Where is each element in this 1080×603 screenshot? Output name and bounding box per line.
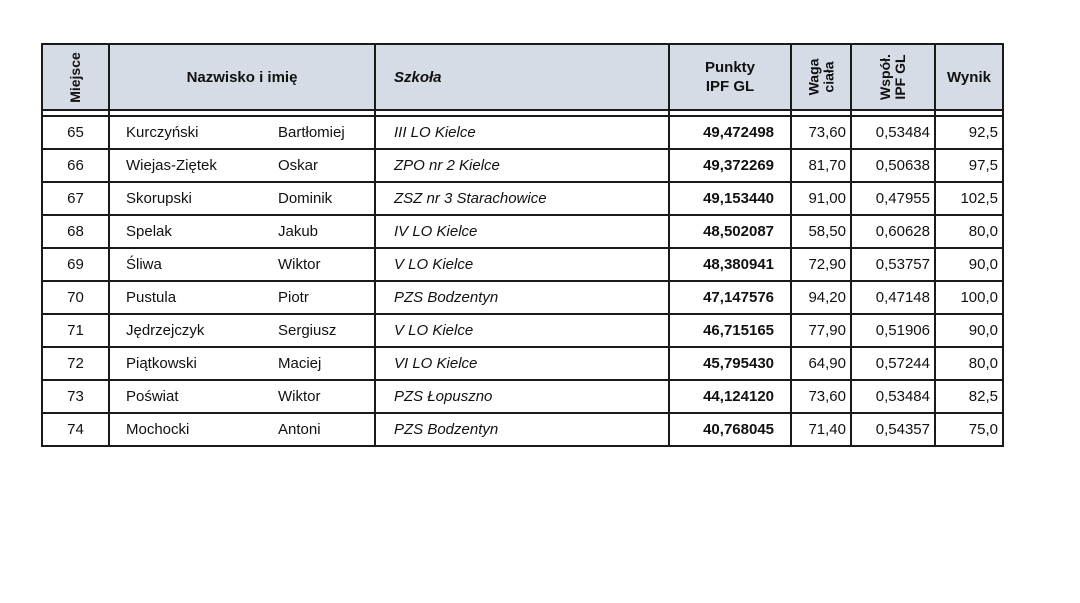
result-cell: 80,0 — [935, 215, 1003, 248]
coef-cell: 0,53484 — [851, 116, 935, 149]
header-weight-line1: Waga — [804, 58, 821, 95]
school-cell: V LO Kielce — [375, 314, 669, 347]
name-cell — [109, 380, 375, 413]
surname: Pustula — [126, 289, 177, 306]
weight-cell: 77,90 — [791, 314, 851, 347]
result-cell: 80,0 — [935, 347, 1003, 380]
table-row — [42, 182, 1003, 215]
weight-cell: 64,90 — [791, 347, 851, 380]
table-row — [42, 314, 1003, 347]
school-cell: III LO Kielce — [375, 116, 669, 149]
name-cell — [109, 347, 375, 380]
school-cell: PZS Łopuszno — [375, 380, 669, 413]
points-cell: 49,153440 — [669, 182, 791, 215]
rank-cell: 72 — [42, 347, 109, 380]
firstname: Oskar — [278, 157, 319, 174]
surname: Spelak — [126, 223, 172, 240]
rank-cell: 71 — [42, 314, 109, 347]
table-row — [42, 248, 1003, 281]
header-school: Szkoła — [375, 44, 669, 110]
coef-cell: 0,50638 — [851, 149, 935, 182]
name-cell — [109, 413, 375, 446]
firstname: Antoni — [278, 421, 321, 438]
header-points-line1: Punkty — [704, 59, 755, 76]
table-body — [42, 116, 1003, 446]
header-result: Wynik — [935, 44, 1003, 110]
header-rank — [42, 44, 109, 110]
school-cell: V LO Kielce — [375, 248, 669, 281]
school-cell: ZSZ nr 3 Starachowice — [375, 182, 669, 215]
result-cell: 90,0 — [935, 248, 1003, 281]
coef-cell: 0,53484 — [851, 380, 935, 413]
points-cell: 40,768045 — [669, 413, 791, 446]
rank-cell: 67 — [42, 182, 109, 215]
rank-cell: 74 — [42, 413, 109, 446]
surname: Śliwa — [126, 256, 162, 273]
points-cell: 49,372269 — [669, 149, 791, 182]
rank-cell: 65 — [42, 116, 109, 149]
rank-cell: 68 — [42, 215, 109, 248]
firstname: Maciej — [278, 355, 322, 372]
weight-cell: 94,20 — [791, 281, 851, 314]
result-cell: 100,0 — [935, 281, 1003, 314]
header-weight-label — [806, 58, 836, 95]
header-name: Nazwisko i imię — [109, 44, 375, 110]
rank-cell: 66 — [42, 149, 109, 182]
firstname: Bartłomiej — [278, 124, 345, 141]
header-weight-line2: ciała — [819, 60, 836, 93]
results-table — [41, 43, 1004, 447]
header-coef-line1: Współ. — [876, 53, 893, 100]
coef-cell: 0,47148 — [851, 281, 935, 314]
weight-cell: 72,90 — [791, 248, 851, 281]
result-cell: 90,0 — [935, 314, 1003, 347]
header-coef-line2: IPF GL — [891, 53, 908, 100]
surname: Poświat — [126, 388, 179, 405]
result-cell: 82,5 — [935, 380, 1003, 413]
name-cell — [109, 248, 375, 281]
surname: Kurczyński — [126, 124, 199, 141]
header-points-line2: IPF GL — [705, 78, 755, 95]
coef-cell: 0,51906 — [851, 314, 935, 347]
header-coef-label — [878, 54, 908, 100]
firstname: Piotr — [278, 289, 309, 306]
weight-cell: 73,60 — [791, 116, 851, 149]
weight-cell: 73,60 — [791, 380, 851, 413]
school-cell: ZPO nr 2 Kielce — [375, 149, 669, 182]
name-cell — [109, 281, 375, 314]
points-cell: 48,502087 — [669, 215, 791, 248]
surname: Skorupski — [126, 190, 192, 207]
coef-cell: 0,54357 — [851, 413, 935, 446]
points-cell: 45,795430 — [669, 347, 791, 380]
name-cell — [109, 182, 375, 215]
firstname: Dominik — [278, 190, 333, 207]
weight-cell: 71,40 — [791, 413, 851, 446]
result-cell: 102,5 — [935, 182, 1003, 215]
points-cell: 49,472498 — [669, 116, 791, 149]
coef-cell: 0,60628 — [851, 215, 935, 248]
table-row — [42, 347, 1003, 380]
weight-cell: 81,70 — [791, 149, 851, 182]
surname: Mochocki — [126, 421, 190, 438]
table-row — [42, 281, 1003, 314]
coef-cell: 0,53757 — [851, 248, 935, 281]
points-cell: 46,715165 — [669, 314, 791, 347]
rank-cell: 73 — [42, 380, 109, 413]
result-cell: 92,5 — [935, 116, 1003, 149]
table-row — [42, 116, 1003, 149]
surname: Wiejas-Ziętek — [126, 157, 217, 174]
header-coef — [851, 44, 935, 110]
points-cell: 44,124120 — [669, 380, 791, 413]
school-cell: VI LO Kielce — [375, 347, 669, 380]
result-cell: 97,5 — [935, 149, 1003, 182]
surname: Jędrzejczyk — [126, 322, 205, 339]
name-cell — [109, 116, 375, 149]
name-cell — [109, 149, 375, 182]
name-cell — [109, 314, 375, 347]
school-cell: PZS Bodzentyn — [375, 281, 669, 314]
header-weight — [791, 44, 851, 110]
weight-cell: 91,00 — [791, 182, 851, 215]
firstname: Wiktor — [278, 256, 321, 273]
firstname: Sergiusz — [278, 322, 337, 339]
points-cell: 48,380941 — [669, 248, 791, 281]
name-cell — [109, 215, 375, 248]
firstname: Jakub — [278, 223, 319, 240]
school-cell: PZS Bodzentyn — [375, 413, 669, 446]
header-rank-label: Miejsce — [67, 51, 83, 103]
table-header — [42, 44, 1003, 110]
school-cell: IV LO Kielce — [375, 215, 669, 248]
coef-cell: 0,57244 — [851, 347, 935, 380]
weight-cell: 58,50 — [791, 215, 851, 248]
surname: Piątkowski — [126, 355, 197, 372]
table-row — [42, 215, 1003, 248]
table-row — [42, 149, 1003, 182]
points-cell: 47,147576 — [669, 281, 791, 314]
coef-cell: 0,47955 — [851, 182, 935, 215]
table-row — [42, 380, 1003, 413]
header-points — [669, 44, 791, 110]
rank-cell: 69 — [42, 248, 109, 281]
rank-cell: 70 — [42, 281, 109, 314]
table-row — [42, 413, 1003, 446]
firstname: Wiktor — [278, 388, 321, 405]
result-cell: 75,0 — [935, 413, 1003, 446]
